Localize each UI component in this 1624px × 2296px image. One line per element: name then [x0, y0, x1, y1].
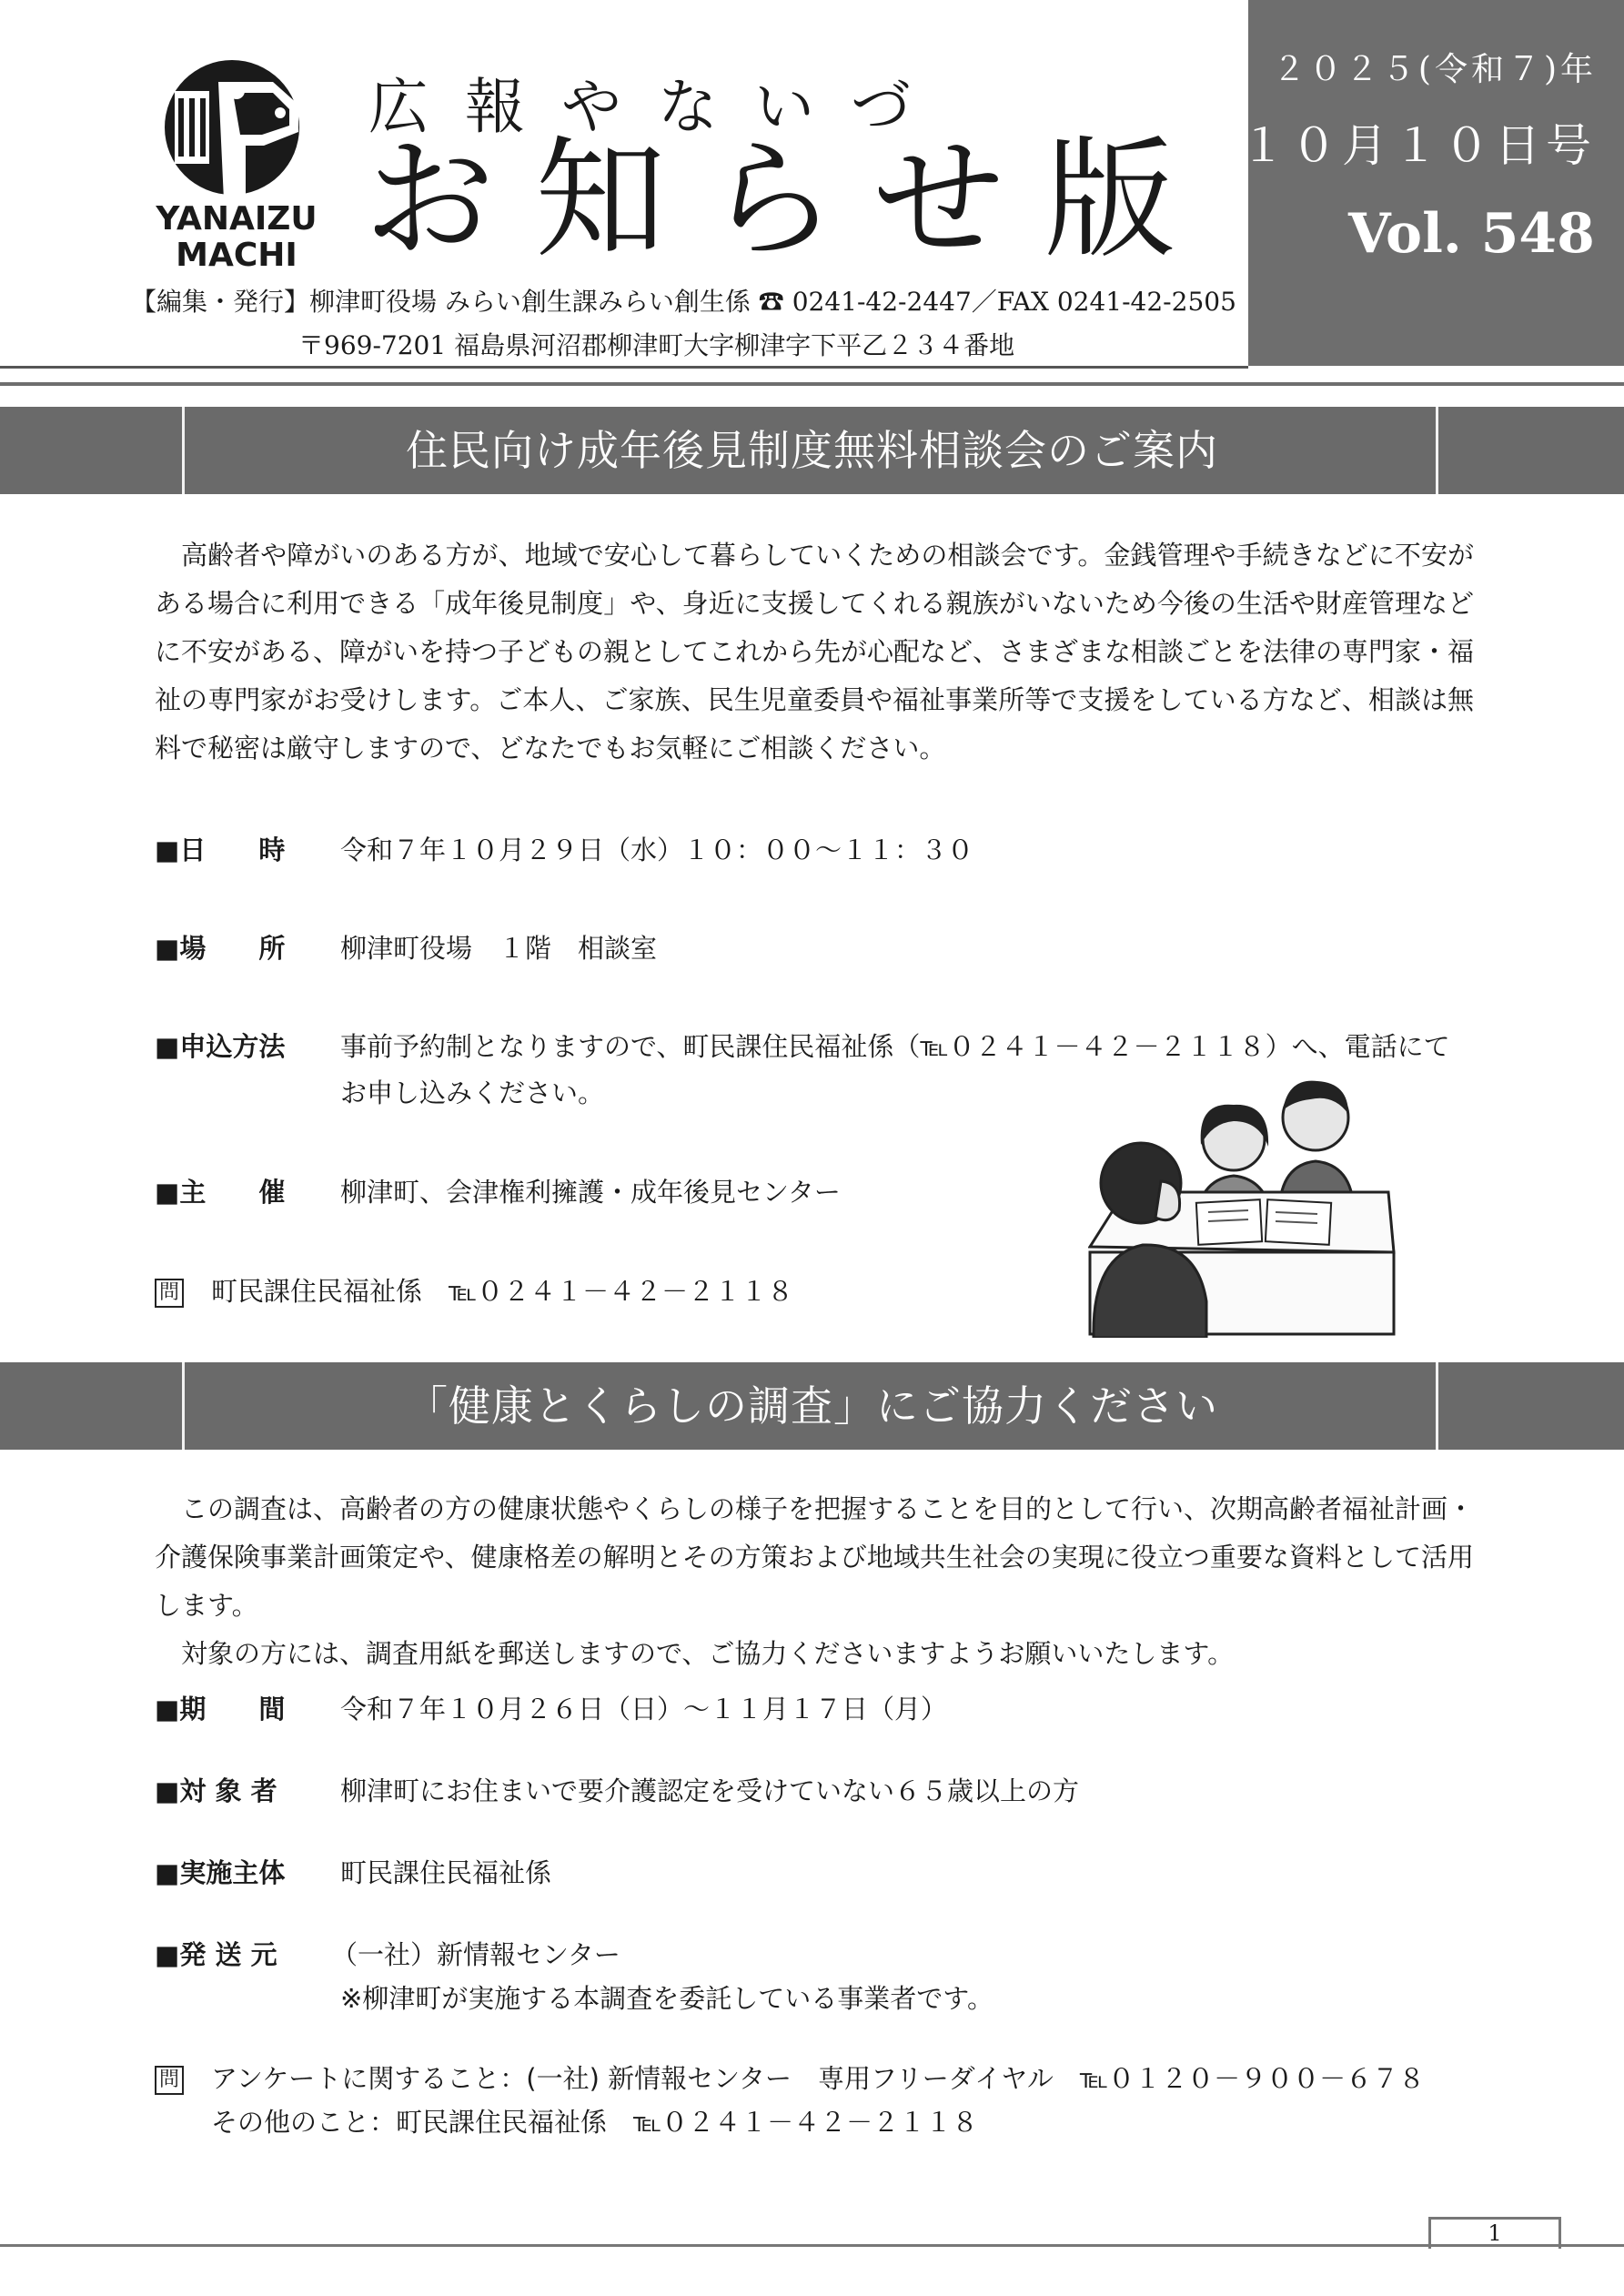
- header-divider: [0, 366, 1248, 369]
- logo-emblem-icon: [146, 55, 328, 273]
- consultation-people-icon: [1088, 1074, 1397, 1338]
- section2-intro-text: この調査は、高齢者の方の健康状態やくらしの様子を把握することを目的として行い、次期高齢者福祉計画・介護保険事業計画策定や、健康格差の解明とその方策および地域共生社会の実現に役立つ重要な資料として活用します。: [155, 1493, 1475, 1621]
- issue-volume: Vol. 548: [1348, 202, 1595, 266]
- footer-divider: [0, 2244, 1624, 2247]
- inquiry-mark: 問: [155, 1279, 184, 1308]
- consultation-illustration: [1088, 1074, 1397, 1338]
- issue-year: ２０２５(令和７)年: [1272, 51, 1597, 88]
- item-label: ■日 時: [155, 834, 286, 865]
- section1-title: 住民向け成年後見制度無料相談会のご案内: [406, 426, 1218, 475]
- item-value: 柳津町役場 １階 相談室: [340, 933, 658, 964]
- inquiry-mark: 問: [155, 2066, 184, 2095]
- newsletter-title-big: お知らせ版: [364, 123, 1215, 276]
- top-divider: [0, 382, 1624, 386]
- item-label: ■対 象 者: [155, 1775, 277, 1806]
- item-value: 令和７年１０月２９日（水）１０：００～１１：３０: [340, 834, 974, 865]
- logo-text-line1: YANAIZU: [156, 200, 318, 238]
- item-value: （一社）新情報センター: [331, 1939, 620, 1970]
- section1-contact-text: 町民課住民福祉係 ℡０２４１－４２－２１１８: [211, 1276, 794, 1307]
- section2-contact-line1: アンケートに関すること：(一社) 新情報センター 専用フリーダイヤル ℡０１２０－９００－６７８: [211, 2063, 1426, 2094]
- section2-intro-request: 対象の方には、調査用紙を郵送しますので、ご協力くださいますようお願いいたします。: [181, 1638, 1235, 1669]
- item-value-continued: お申し込みください。: [340, 1077, 605, 1108]
- logo-text-line2: MACHI: [176, 237, 298, 273]
- item-label: ■実施主体: [155, 1857, 286, 1888]
- item-value-note: ※柳津町が実施する本調査を委託している事業者です。: [340, 1983, 994, 2014]
- newsletter-title-small: 広報やないづ: [368, 72, 947, 142]
- item-value: 事前予約制となりますので、町民課住民福祉係（℡０２４１－４２－２１１８）へ、電話にて: [340, 1031, 1450, 1062]
- item-value: 柳津町、会津権利擁護・成年後見センター: [340, 1177, 841, 1208]
- issue-date: １０月１０日号: [1240, 119, 1597, 172]
- item-label: ■発 送 元: [155, 1939, 277, 1970]
- publisher-credits: 【編集・発行】柳津町役場 みらい創生課みらい創生係 ☎ 0241-42-2447／FAX 0241-42-2505: [131, 287, 1236, 317]
- section1-banner: [0, 407, 1624, 494]
- section1-intro-text: 高齢者や障がいのある方が、地域で安心して暮らしていくための相談会です。金銭管理や手続きなどに不安がある場合に利用できる「成年後見制度」や、身近に支援してくれる親族がいないため今後の生活や財産管理などに不安がある、障がいを持つ子どもの親としてこれから先が心配など、さまざまな相談ごとを法律の専門家・福祉の専門家がお受けします。ご本人、ご家族、民生児童委員や福祉事業所等で支援をしている方など、相談は無料で秘密は厳守しますので、どなたでもお気軽にご相談ください。: [155, 540, 1475, 764]
- yanaizu-machi-logo: [146, 55, 328, 273]
- item-label: ■場 所: [155, 933, 286, 964]
- item-label: ■期 間: [155, 1694, 286, 1725]
- issue-info-box: [1240, 0, 1624, 366]
- item-value: 町民課住民福祉係: [340, 1857, 552, 1888]
- item-label: ■主 催: [155, 1177, 286, 1208]
- publisher-address: 〒969-7201 福島県河沼郡柳津町大字柳津字下平乙２３４番地: [298, 330, 1015, 360]
- section1-intro: [155, 531, 1474, 773]
- item-label: ■申込方法: [155, 1031, 286, 1062]
- page-number: 1: [1488, 2220, 1502, 2246]
- section2-intro: [155, 1485, 1474, 1678]
- section2-contact-line2: その他のこと：町民課住民福祉係 ℡０２４１－４２－２１１８: [211, 2107, 979, 2138]
- section2-banner: [0, 1362, 1624, 1450]
- item-value: 令和７年１０月２６日（日）～１１月１７日（月）: [340, 1694, 948, 1725]
- section2-title: 「健康とくらしの調査」にご協力ください: [406, 1381, 1218, 1431]
- item-value: 柳津町にお住まいで要介護認定を受けていない６５歳以上の方: [340, 1775, 1080, 1806]
